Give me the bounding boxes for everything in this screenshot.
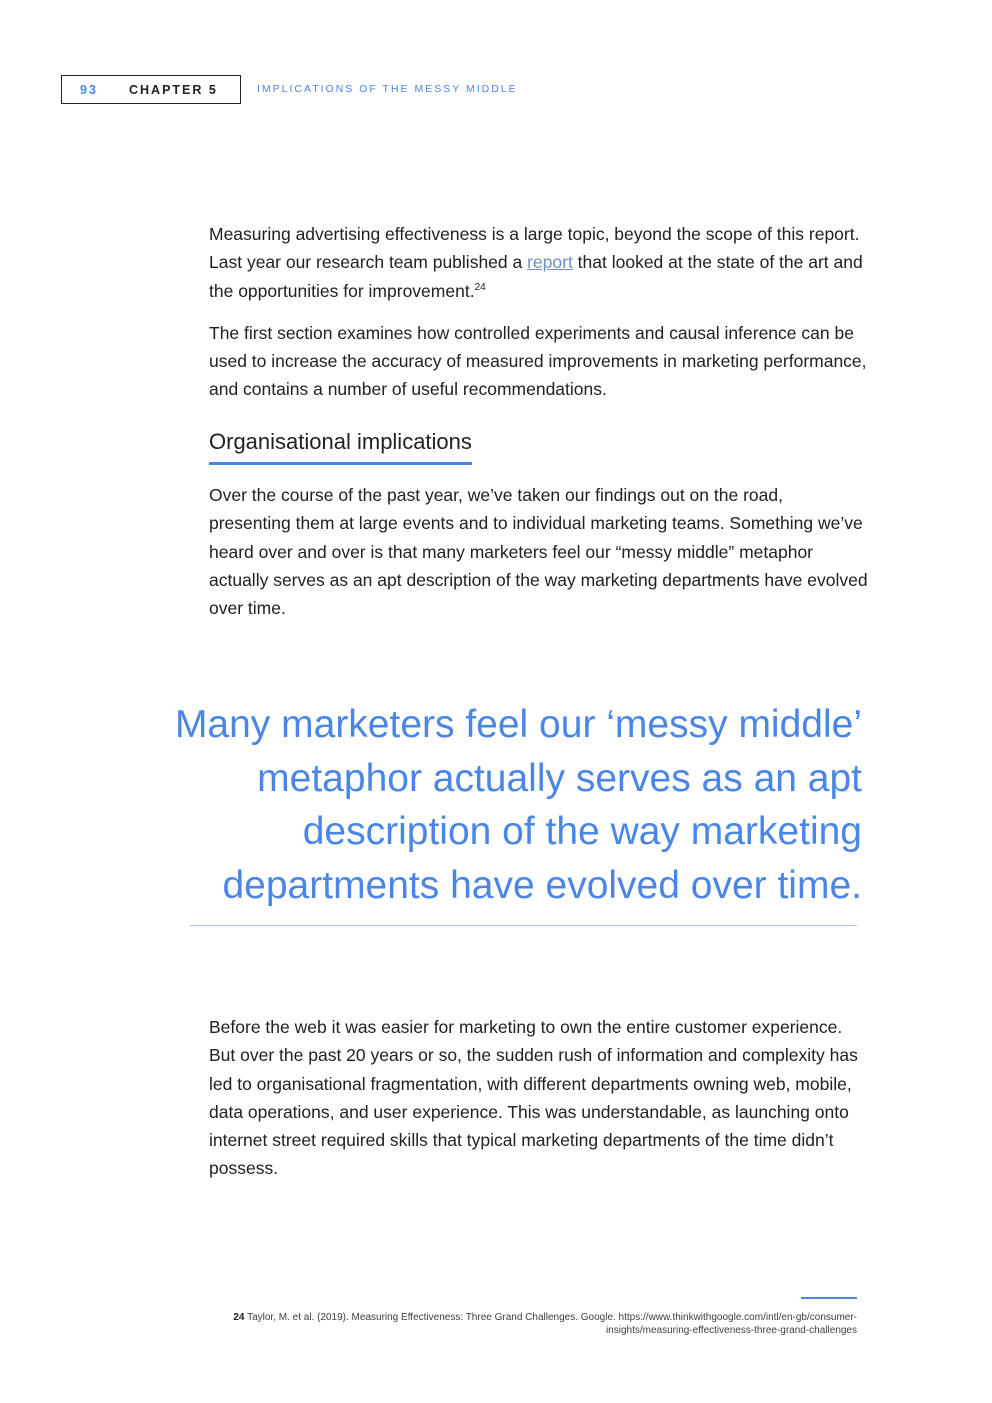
page-number: 93 bbox=[80, 83, 98, 97]
running-title: IMPLICATIONS OF THE MESSY MIDDLE bbox=[257, 83, 518, 95]
pull-quote bbox=[100, 698, 862, 912]
closing-section bbox=[209, 1013, 869, 1183]
footnote-number: 24 bbox=[233, 1312, 245, 1323]
section-body bbox=[209, 481, 869, 622]
chapter-label: CHAPTER 5 bbox=[129, 83, 218, 97]
footnote-ref[interactable]: 24 bbox=[474, 281, 486, 293]
footnote-text-line-2: insights/measuring-effectiveness-three-grand-challenges bbox=[605, 1325, 857, 1336]
intro-paragraph-1 bbox=[209, 220, 869, 305]
intro-section bbox=[209, 220, 869, 404]
intro-paragraph-2: The first section examines how controlled experiments and causal inference can be used to increase the accuracy of measured improvements in marketing performance, and contains a number of useful recommendations. bbox=[209, 322, 867, 400]
section-heading: Organisational implications bbox=[209, 427, 472, 465]
footnote bbox=[150, 1311, 857, 1337]
chapter-header-box bbox=[61, 75, 241, 104]
pull-quote-line-3: description of the way marketing bbox=[302, 810, 862, 853]
pull-quote-line-4: departments have evolved over time. bbox=[222, 863, 862, 907]
closing-paragraph: Before the web it was easier for marketing to own the entire customer experience. But over the past 20 years or so, the sudden rush of information and complexity has led to organisational fragmentation, with different departments owning web, mobile, data operations, and user experience. This was understandable, as launching onto internet street required skills that typical marketing departments of the time didn’t possess. bbox=[209, 1017, 858, 1179]
pull-quote-line-1: Many marketers feel our ‘messy middle’ bbox=[174, 703, 862, 746]
section-paragraph: Over the course of the past year, we’ve taken our findings out on the road, presenting them at large events and to individual marketing teams. Something we’ve heard over and over is that many marketers feel our “messy middle” metaphor actually serves as an apt description of the way marketing departments have evolved over time. bbox=[209, 485, 868, 619]
footnote-divider bbox=[801, 1297, 857, 1299]
report-link[interactable]: report bbox=[527, 252, 573, 273]
pull-quote-line-2: metaphor actually serves as an apt bbox=[257, 756, 862, 800]
footnote-text: Taylor, M. et al. (2019). Measuring Effectiveness: Three Grand Challenges. Google. https://www.thinkwithgoogle.com/intl/en-gb/consumer- bbox=[244, 1312, 857, 1323]
intro-text-after-link: that looked at the state of the art and the opportunities for improvement. bbox=[209, 252, 863, 301]
pull-quote-divider bbox=[190, 925, 857, 926]
intro-text-before-link: Measuring advertising effectiveness is a large topic, beyond the scope of this report. Last year our research team published a bbox=[209, 224, 860, 273]
